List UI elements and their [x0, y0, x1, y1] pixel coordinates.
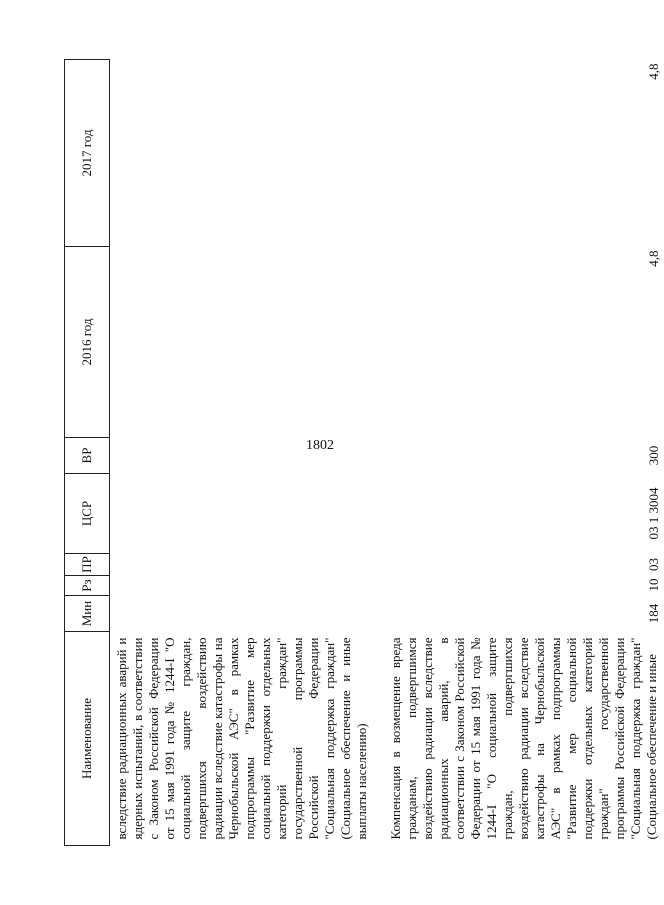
header-min: Мин: [65, 596, 110, 632]
table-header-row: [65, 60, 110, 846]
row-2016: [110, 247, 375, 438]
row-2017: 4,8: [646, 63, 661, 80]
row-vr: [110, 438, 375, 474]
row-csr: [110, 474, 375, 554]
row-2017: [110, 60, 375, 247]
header-vr: ВР: [65, 438, 110, 474]
header-rz: Рз: [65, 576, 110, 596]
header-pr: ПР: [65, 554, 110, 576]
row-rz: [110, 576, 375, 596]
row-name: Компенсация в возмещение вреда гражданам, подвергшимся воздействию радиации вследствие радиационных аварий, в соответствии с Законом Российской Федерации от 15 мая 1991 года № 1244-I "О социальной защите граждан, подвергшихся воздействию радиации вследствие катастрофы на Чернобыльской АЭС" в рамках подпрограммы "Развитие мер социальной поддержки отдельных категорий граждан" государственной программы Российской Федерации "Социальная поддержка граждан" (Социальное обеспечение и иные: [388, 637, 659, 840]
page-number: 1802: [306, 438, 334, 453]
row-rz: 10: [646, 578, 661, 592]
row-name: вследствие радиационных аварий и ядерных испытаний, в соответствии с Законом Российской Федерации от 15 мая 1991 года № 1244-I "О социальной защите граждан, подвергшихся воздействию радиации вследствие катастрофы на Чернобыльской АЭС" в рамках подпрограммы "Развитие мер социальной поддержки отдельных категорий граждан" государственной программы Российской Федерации "Социальная поддержка граждан" (Социальное обеспечение и иные выплаты населению): [114, 637, 369, 840]
header-csr: ЦСР: [65, 474, 110, 554]
header-name: Наименование: [65, 632, 110, 846]
table-row: [374, 60, 664, 846]
row-min: 184: [646, 603, 661, 624]
row-csr: 03 1 3004: [646, 487, 661, 540]
row-pr: [110, 554, 375, 576]
rotated-table-area: [64, 60, 661, 846]
row-min: [110, 596, 375, 632]
row-vr: 300: [646, 445, 661, 466]
row-2016: 4,8: [646, 250, 661, 267]
row-pr: 03: [646, 558, 661, 571]
header-2016: 2016 год: [65, 247, 110, 438]
header-2017: 2017 год: [65, 60, 110, 247]
table-row: [110, 60, 375, 846]
budget-table: [64, 59, 664, 846]
